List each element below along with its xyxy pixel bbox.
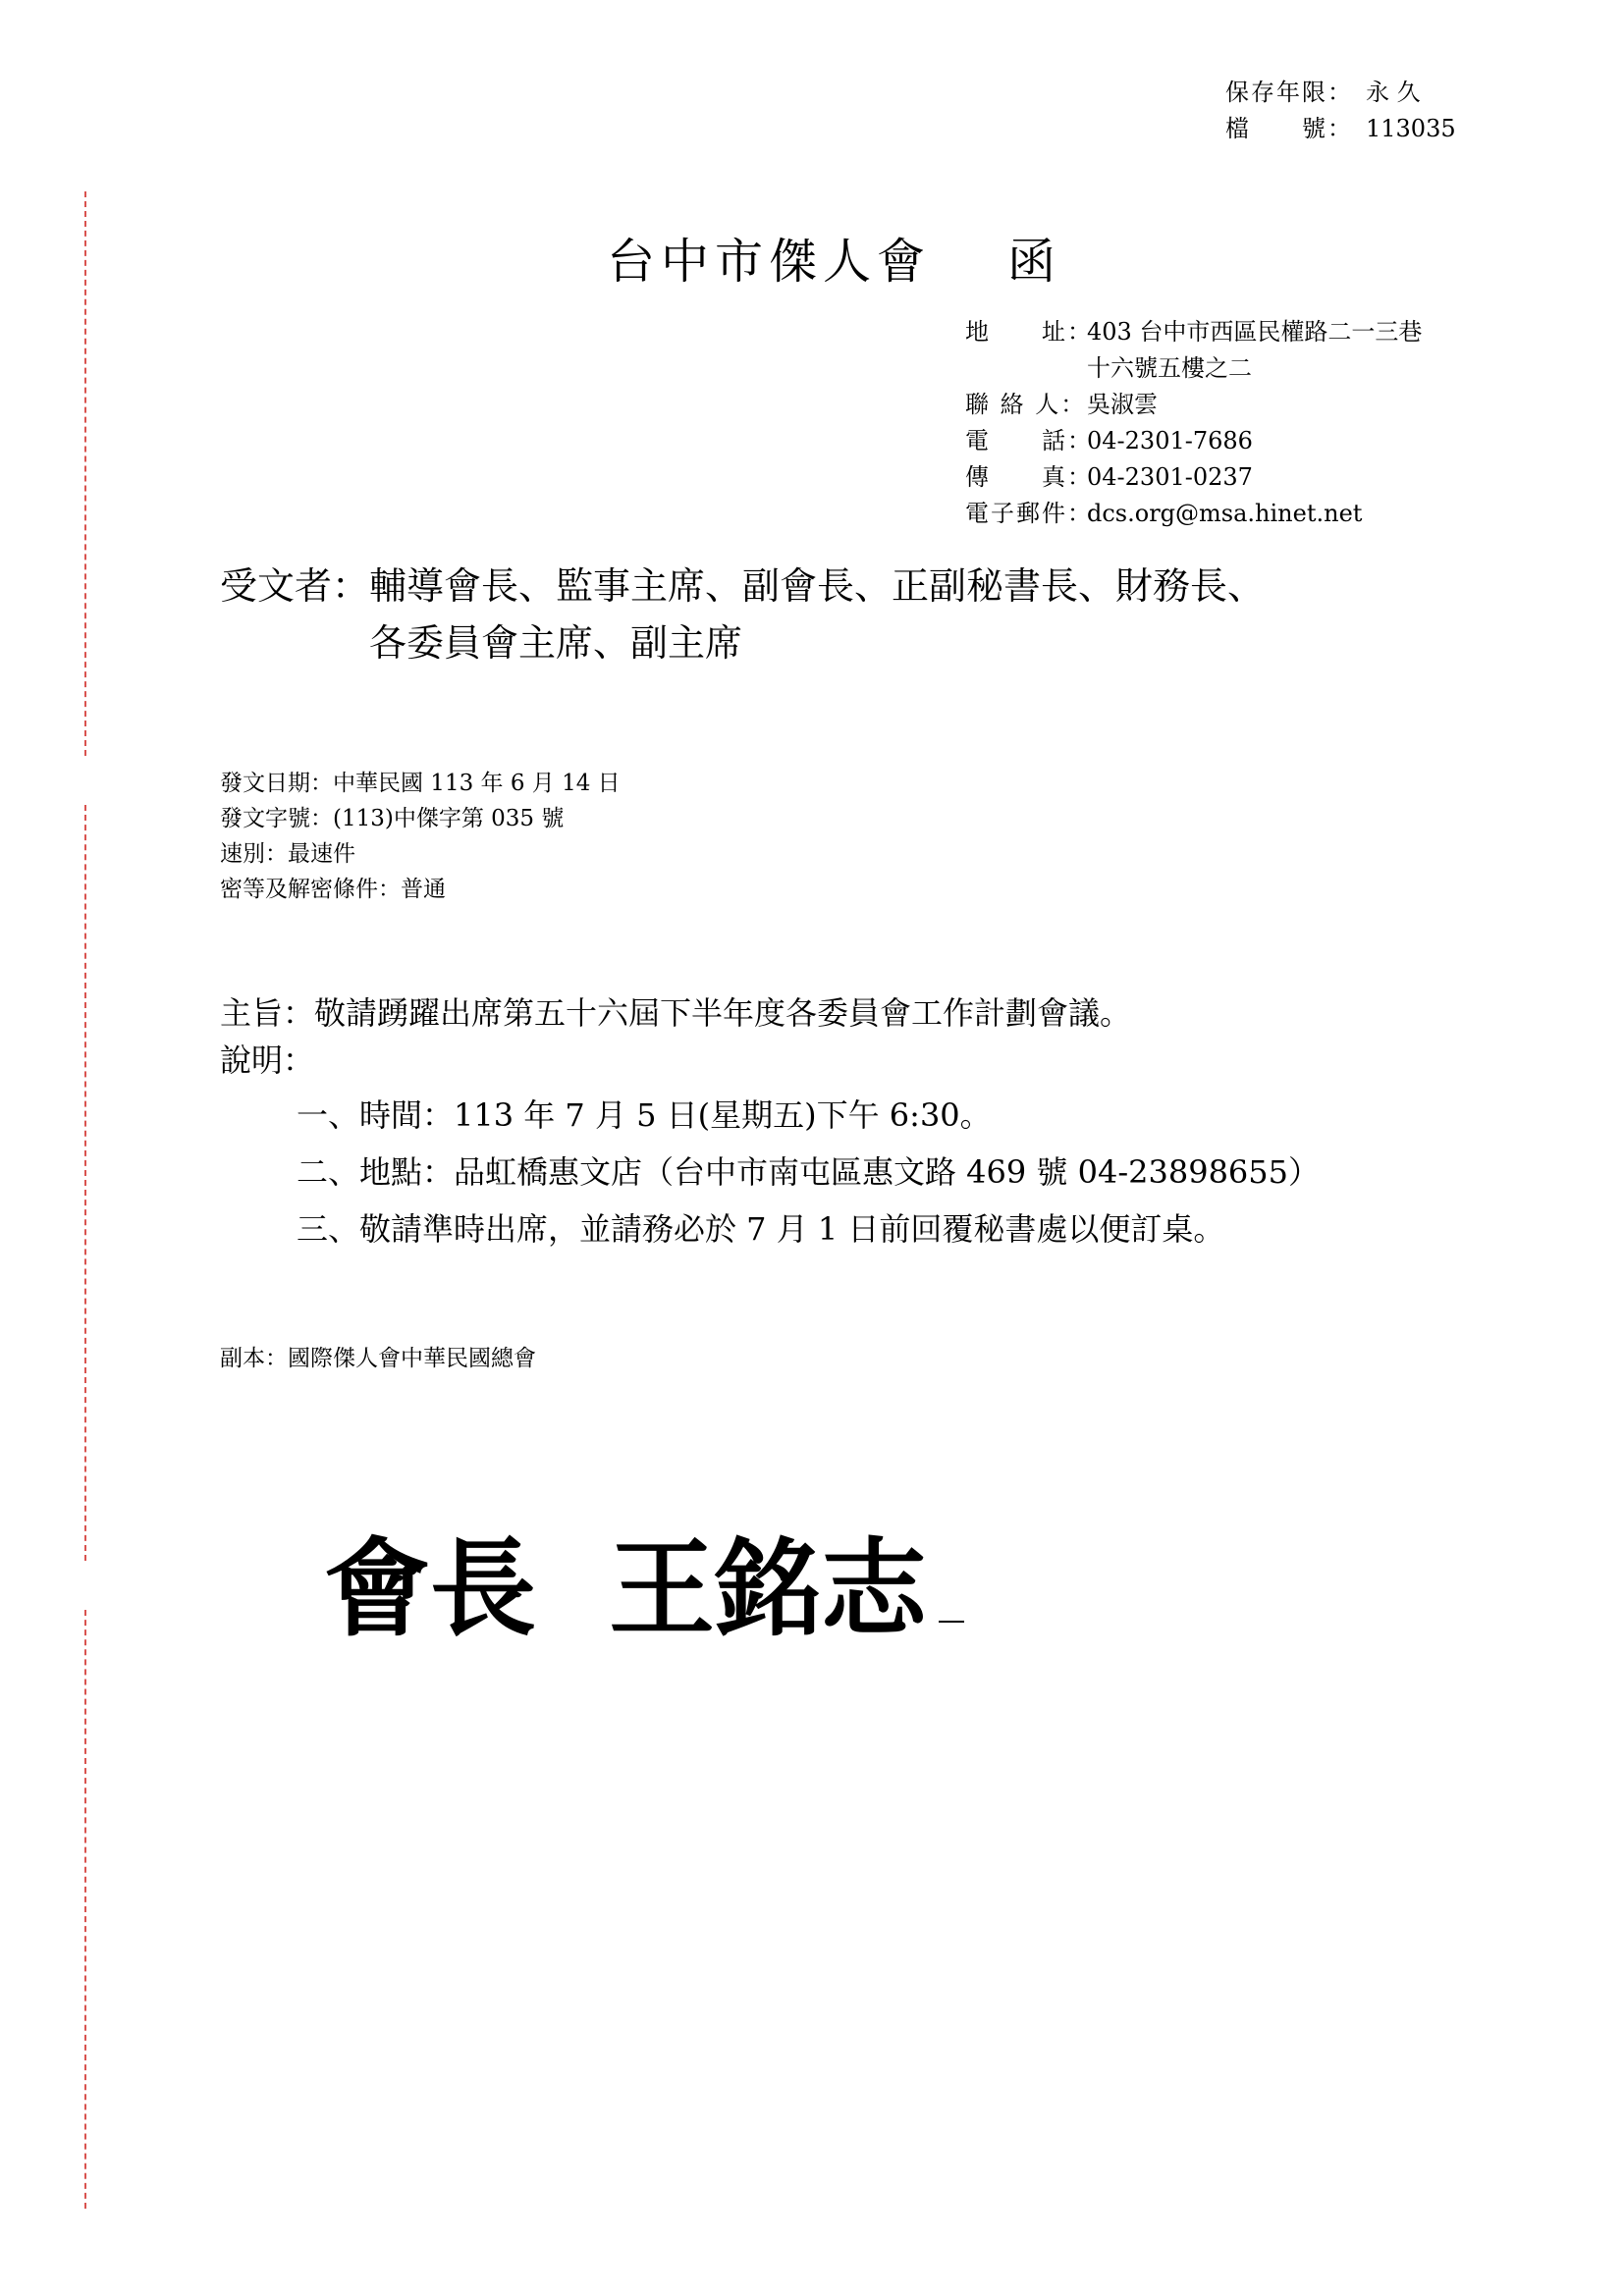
- phone-row: [965, 423, 1422, 459]
- address-value: 403 台中市西區民權路二一三巷 十六號五樓之二: [1087, 318, 1423, 382]
- explanation-item: 三、敬請準時出席，並請務必於 7 月 1 日前回覆秘書處以便訂桌。: [297, 1210, 1225, 1248]
- delivery-speed: 速別：最速件: [220, 841, 355, 867]
- explanation-item: 二、地點：品虹橋惠文店（台中市南屯區惠文路 469 號 04-23898655）: [297, 1153, 1321, 1191]
- subject-line: 主旨：敬請踴躍出席第五十六屆下半年度各委員會工作計劃會議。: [220, 994, 1132, 1032]
- file-number-value: 113035: [1366, 115, 1456, 142]
- dispatch-number: 發文字號：(113)中傑字第 035 號: [220, 806, 565, 831]
- archive-info: [1225, 75, 1456, 147]
- phone-label: 電 話：: [965, 427, 1093, 454]
- address-row: [965, 314, 1422, 387]
- email-value: dcs.org@msa.hinet.net: [1087, 500, 1363, 527]
- explanation-item: 一、時間：113 年 7 月 5 日(星期五)下午 6:30。: [297, 1096, 992, 1134]
- fax-label: 傳 真：: [965, 463, 1093, 491]
- signature-name: 王銘志: [609, 1528, 928, 1651]
- president-signature: [324, 1526, 964, 1654]
- retention-label: 保存年限：: [1225, 79, 1353, 106]
- document-type: 函: [1007, 234, 1062, 290]
- contact-block: [965, 314, 1422, 532]
- explanation-items: [297, 1087, 1320, 1257]
- contact-person-value: 吳淑雲: [1087, 391, 1158, 418]
- left-margin-rule: [84, 805, 86, 1561]
- secrecy-level: 密等及解密條件：普通: [220, 877, 446, 902]
- retention-value: 永 久: [1366, 79, 1421, 106]
- file-number-row: [1225, 111, 1456, 147]
- contact-person-label: 聯 絡 人：: [965, 391, 1087, 418]
- left-margin-rule: [84, 1610, 86, 2209]
- recipients-list: 輔導會長、監事主席、副會長、正副秘書長、財務長、 各委員會主席、副主席: [369, 564, 1266, 665]
- carbon-copy: 副本：國際傑人會中華民國總會: [220, 1346, 536, 1371]
- organization-name: 台中市傑人會: [607, 234, 932, 290]
- phone-value: 04-2301-7686: [1087, 427, 1253, 454]
- contact-person-row: [965, 387, 1422, 423]
- email-label: 電子郵件：: [965, 500, 1093, 527]
- dispatch-date: 發文日期：中華民國 113 年 6 月 14 日: [220, 771, 621, 796]
- left-margin-rule: [84, 191, 86, 756]
- address-label: 地 址：: [965, 318, 1093, 346]
- fax-row: [965, 459, 1422, 496]
- explanation-label: 說明：: [220, 1041, 315, 1079]
- fax-value: 04-2301-0237: [1087, 463, 1253, 491]
- recipients-label: 受文者：: [220, 564, 370, 608]
- document-title: [607, 224, 1061, 293]
- retention-row: [1225, 75, 1456, 111]
- file-number-label: 檔 號：: [1225, 115, 1353, 142]
- dispatch-info: [220, 766, 621, 907]
- signature-stroke: [939, 1621, 964, 1623]
- signature-title: 會長: [324, 1528, 537, 1651]
- email-row: [965, 496, 1422, 532]
- recipients: [220, 558, 1265, 671]
